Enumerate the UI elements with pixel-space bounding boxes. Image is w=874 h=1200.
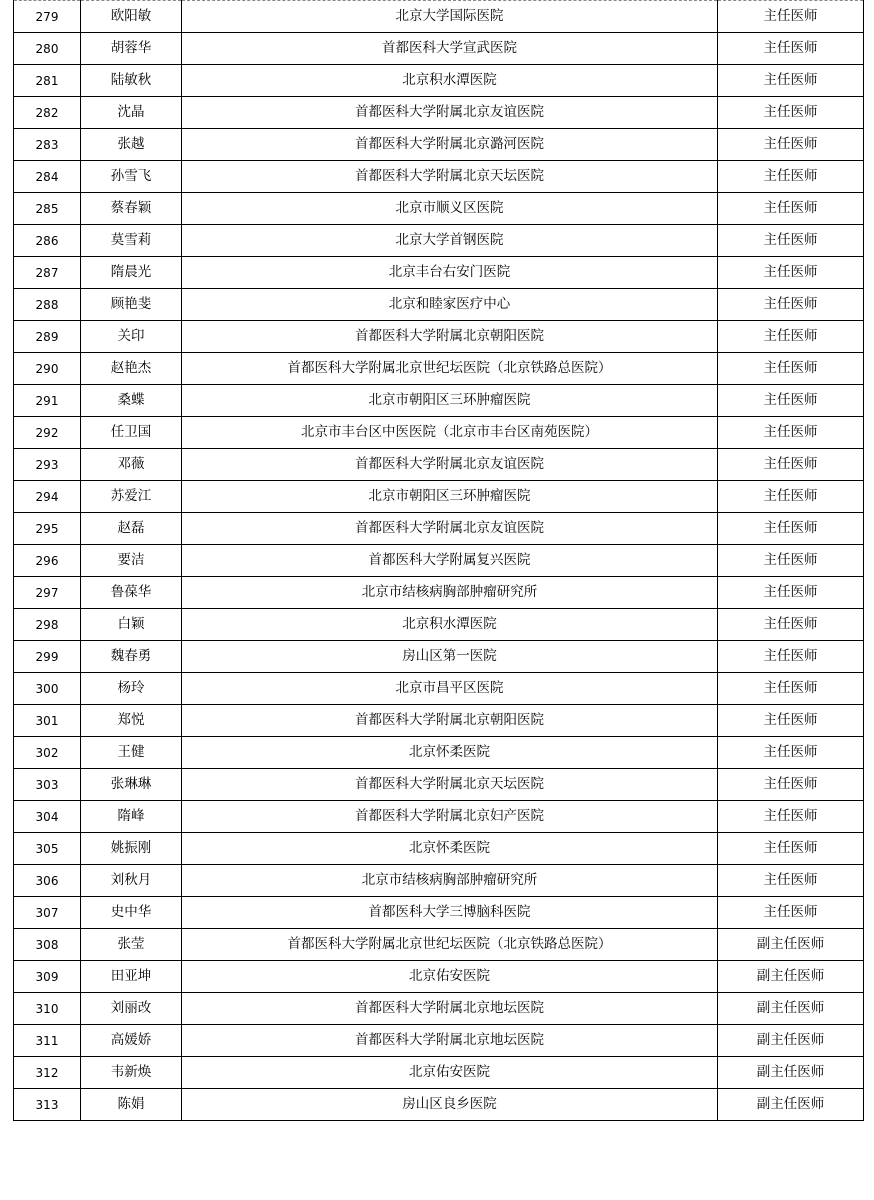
hospital-cell: 北京佑安医院 (182, 961, 718, 993)
table-row (14, 513, 864, 545)
doctor-name-cell: 姚振刚 (81, 833, 182, 865)
doctor-name-cell: 孙雪飞 (81, 161, 182, 193)
doctor-name-cell: 莫雪莉 (81, 225, 182, 257)
job-title-cell: 副主任医师 (718, 1089, 864, 1121)
row-number-cell: 294 (14, 481, 81, 513)
job-title-cell: 主任医师 (718, 161, 864, 193)
row-number-cell: 304 (14, 801, 81, 833)
table-row (14, 833, 864, 865)
row-number-cell: 285 (14, 193, 81, 225)
table-row (14, 737, 864, 769)
row-number-cell: 289 (14, 321, 81, 353)
doctor-name-cell: 邓薇 (81, 449, 182, 481)
job-title-cell: 副主任医师 (718, 1057, 864, 1089)
doctor-name-cell: 张琳琳 (81, 769, 182, 801)
row-number-cell: 283 (14, 129, 81, 161)
table-row (14, 609, 864, 641)
hospital-cell: 北京大学国际医院 (182, 1, 718, 33)
table-row (14, 1025, 864, 1057)
row-number-cell: 310 (14, 993, 81, 1025)
hospital-cell: 首都医科大学附属北京世纪坛医院（北京铁路总医院） (182, 353, 718, 385)
hospital-cell: 北京大学首钢医院 (182, 225, 718, 257)
table-row (14, 641, 864, 673)
table-row (14, 417, 864, 449)
job-title-cell: 主任医师 (718, 1, 864, 33)
hospital-cell: 首都医科大学附属北京潞河医院 (182, 129, 718, 161)
table-row (14, 1057, 864, 1089)
doctor-name-cell: 张莹 (81, 929, 182, 961)
doctor-name-cell: 苏爱江 (81, 481, 182, 513)
doctor-name-cell: 史中华 (81, 897, 182, 929)
job-title-cell: 主任医师 (718, 865, 864, 897)
row-number-cell: 295 (14, 513, 81, 545)
doctor-name-cell: 王健 (81, 737, 182, 769)
table-row (14, 385, 864, 417)
table-row (14, 321, 864, 353)
job-title-cell: 副主任医师 (718, 961, 864, 993)
job-title-cell: 主任医师 (718, 257, 864, 289)
job-title-cell: 主任医师 (718, 609, 864, 641)
job-title-cell: 主任医师 (718, 673, 864, 705)
hospital-cell: 北京怀柔医院 (182, 833, 718, 865)
hospital-cell: 房山区第一医院 (182, 641, 718, 673)
job-title-cell: 主任医师 (718, 449, 864, 481)
job-title-cell: 主任医师 (718, 545, 864, 577)
table-row (14, 289, 864, 321)
table-row (14, 929, 864, 961)
job-title-cell: 主任医师 (718, 129, 864, 161)
hospital-cell: 首都医科大学附属北京友谊医院 (182, 513, 718, 545)
doctor-name-cell: 赵艳杰 (81, 353, 182, 385)
row-number-cell: 296 (14, 545, 81, 577)
row-number-cell: 291 (14, 385, 81, 417)
job-title-cell: 主任医师 (718, 385, 864, 417)
table-row (14, 161, 864, 193)
hospital-cell: 北京佑安医院 (182, 1057, 718, 1089)
job-title-cell: 副主任医师 (718, 929, 864, 961)
job-title-cell: 主任医师 (718, 833, 864, 865)
hospital-cell: 首都医科大学附属北京地坛医院 (182, 993, 718, 1025)
table-row (14, 353, 864, 385)
doctor-name-cell: 杨玲 (81, 673, 182, 705)
job-title-cell: 主任医师 (718, 225, 864, 257)
doctor-name-cell: 沈晶 (81, 97, 182, 129)
row-number-cell: 282 (14, 97, 81, 129)
table-row (14, 897, 864, 929)
doctor-name-cell: 隋峰 (81, 801, 182, 833)
job-title-cell: 主任医师 (718, 321, 864, 353)
job-title-cell: 主任医师 (718, 513, 864, 545)
doctor-name-cell: 胡蓉华 (81, 33, 182, 65)
hospital-cell: 首都医科大学附属北京友谊医院 (182, 449, 718, 481)
doctor-name-cell: 田亚坤 (81, 961, 182, 993)
hospital-cell: 首都医科大学附属北京天坛医院 (182, 161, 718, 193)
row-number-cell: 292 (14, 417, 81, 449)
table-row (14, 1089, 864, 1121)
table-row (14, 225, 864, 257)
job-title-cell: 主任医师 (718, 577, 864, 609)
row-number-cell: 280 (14, 33, 81, 65)
doctor-name-cell: 刘丽改 (81, 993, 182, 1025)
hospital-cell: 首都医科大学附属北京天坛医院 (182, 769, 718, 801)
job-title-cell: 主任医师 (718, 801, 864, 833)
table-row (14, 449, 864, 481)
hospital-cell: 北京市结核病胸部肿瘤研究所 (182, 577, 718, 609)
row-number-cell: 312 (14, 1057, 81, 1089)
doctor-name-cell: 鲁葆华 (81, 577, 182, 609)
row-number-cell: 300 (14, 673, 81, 705)
doctor-name-cell: 陈娟 (81, 1089, 182, 1121)
row-number-cell: 301 (14, 705, 81, 737)
table-row (14, 577, 864, 609)
doctor-name-cell: 桑蝶 (81, 385, 182, 417)
row-number-cell: 313 (14, 1089, 81, 1121)
table-row (14, 193, 864, 225)
doctor-name-cell: 顾艳斐 (81, 289, 182, 321)
row-number-cell: 293 (14, 449, 81, 481)
job-title-cell: 主任医师 (718, 769, 864, 801)
job-title-cell: 主任医师 (718, 65, 864, 97)
row-number-cell: 297 (14, 577, 81, 609)
job-title-cell: 副主任医师 (718, 993, 864, 1025)
table-row (14, 769, 864, 801)
row-number-cell: 308 (14, 929, 81, 961)
hospital-cell: 首都医科大学附属复兴医院 (182, 545, 718, 577)
row-number-cell: 287 (14, 257, 81, 289)
hospital-cell: 首都医科大学附属北京朝阳医院 (182, 321, 718, 353)
job-title-cell: 主任医师 (718, 641, 864, 673)
doctor-name-cell: 要洁 (81, 545, 182, 577)
hospital-cell: 北京市朝阳区三环肿瘤医院 (182, 385, 718, 417)
job-title-cell: 主任医师 (718, 705, 864, 737)
hospital-cell: 首都医科大学附属北京世纪坛医院（北京铁路总医院） (182, 929, 718, 961)
doctor-name-cell: 高媛娇 (81, 1025, 182, 1057)
table-row (14, 705, 864, 737)
row-number-cell: 309 (14, 961, 81, 993)
doctor-name-cell: 陆敏秋 (81, 65, 182, 97)
hospital-cell: 首都医科大学附属北京妇产医院 (182, 801, 718, 833)
hospital-cell: 房山区良乡医院 (182, 1089, 718, 1121)
job-title-cell: 主任医师 (718, 353, 864, 385)
hospital-cell: 首都医科大学附属北京朝阳医院 (182, 705, 718, 737)
table-row (14, 97, 864, 129)
hospital-cell: 首都医科大学三博脑科医院 (182, 897, 718, 929)
job-title-cell: 主任医师 (718, 737, 864, 769)
row-number-cell: 298 (14, 609, 81, 641)
table-row (14, 993, 864, 1025)
table-row (14, 33, 864, 65)
hospital-cell: 北京怀柔医院 (182, 737, 718, 769)
hospital-cell: 北京市朝阳区三环肿瘤医院 (182, 481, 718, 513)
doctor-name-cell: 张越 (81, 129, 182, 161)
row-number-cell: 288 (14, 289, 81, 321)
hospital-cell: 首都医科大学宣武医院 (182, 33, 718, 65)
row-number-cell: 305 (14, 833, 81, 865)
row-number-cell: 302 (14, 737, 81, 769)
doctor-name-cell: 蔡春颖 (81, 193, 182, 225)
doctor-name-cell: 魏春勇 (81, 641, 182, 673)
doctor-name-cell: 任卫国 (81, 417, 182, 449)
row-number-cell: 290 (14, 353, 81, 385)
job-title-cell: 主任医师 (718, 289, 864, 321)
job-title-cell: 主任医师 (718, 193, 864, 225)
row-number-cell: 311 (14, 1025, 81, 1057)
row-number-cell: 306 (14, 865, 81, 897)
table-row (14, 545, 864, 577)
table-row (14, 129, 864, 161)
table-row (14, 481, 864, 513)
table-row (14, 865, 864, 897)
doctor-name-cell: 韦新焕 (81, 1057, 182, 1089)
job-title-cell: 主任医师 (718, 97, 864, 129)
hospital-cell: 北京市顺义区医院 (182, 193, 718, 225)
hospital-cell: 北京市结核病胸部肿瘤研究所 (182, 865, 718, 897)
table-row (14, 801, 864, 833)
row-number-cell: 286 (14, 225, 81, 257)
roster-table-body (14, 1, 864, 1121)
job-title-cell: 主任医师 (718, 33, 864, 65)
row-number-cell: 299 (14, 641, 81, 673)
job-title-cell: 主任医师 (718, 897, 864, 929)
table-row (14, 673, 864, 705)
hospital-cell: 首都医科大学附属北京地坛医院 (182, 1025, 718, 1057)
doctor-name-cell: 隋晨光 (81, 257, 182, 289)
job-title-cell: 副主任医师 (718, 1025, 864, 1057)
roster-table (13, 0, 864, 1121)
row-number-cell: 303 (14, 769, 81, 801)
doctor-name-cell: 白颖 (81, 609, 182, 641)
table-row (14, 1, 864, 33)
hospital-cell: 北京积水潭医院 (182, 609, 718, 641)
doctor-name-cell: 赵磊 (81, 513, 182, 545)
doctor-name-cell: 刘秋月 (81, 865, 182, 897)
table-row (14, 65, 864, 97)
table-row (14, 257, 864, 289)
table-row (14, 961, 864, 993)
hospital-cell: 北京和睦家医疗中心 (182, 289, 718, 321)
hospital-cell: 北京积水潭医院 (182, 65, 718, 97)
hospital-cell: 北京市昌平区医院 (182, 673, 718, 705)
doctor-name-cell: 欧阳敏 (81, 1, 182, 33)
doctor-name-cell: 关印 (81, 321, 182, 353)
hospital-cell: 首都医科大学附属北京友谊医院 (182, 97, 718, 129)
job-title-cell: 主任医师 (718, 481, 864, 513)
hospital-cell: 北京丰台右安门医院 (182, 257, 718, 289)
row-number-cell: 279 (14, 1, 81, 33)
doctor-name-cell: 郑悦 (81, 705, 182, 737)
row-number-cell: 281 (14, 65, 81, 97)
job-title-cell: 主任医师 (718, 417, 864, 449)
hospital-cell: 北京市丰台区中医医院（北京市丰台区南苑医院） (182, 417, 718, 449)
row-number-cell: 307 (14, 897, 81, 929)
row-number-cell: 284 (14, 161, 81, 193)
